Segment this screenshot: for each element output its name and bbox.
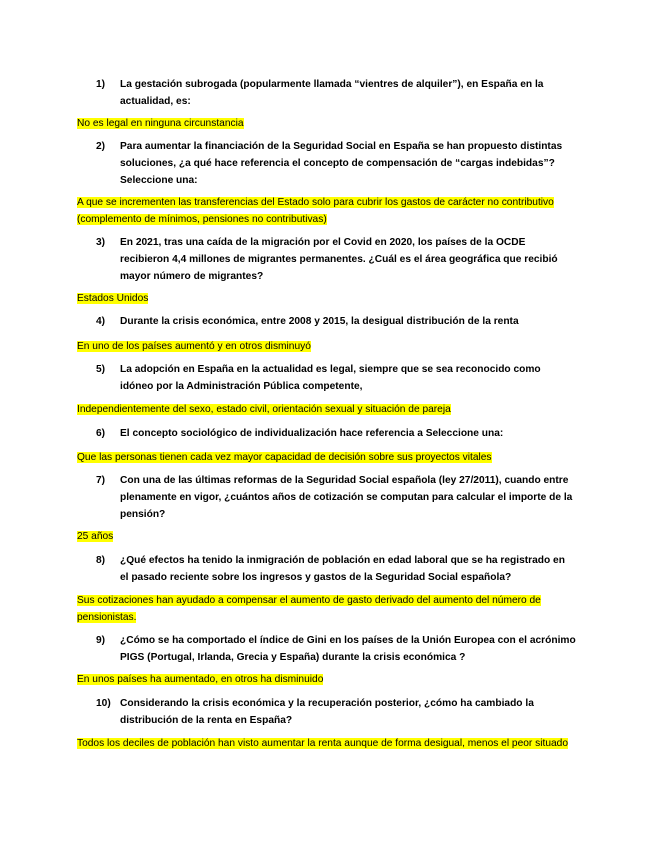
question-1	[96, 76, 576, 110]
answer-6	[77, 449, 577, 466]
question-number: 7)	[96, 475, 106, 486]
question-text: En 2021, tras una caída de la migración por el Covid en 2020, los países de la OCDE recibieron 4,4 millones de migrantes permanentes. ¿Cuál es el área geográfica que recibió mayor número de migrantes?	[120, 237, 558, 282]
answer-highlight: A que se incrementen las transferencias del Estado solo para cubrir los gastos de carácter no contributivo (complemento de mínimos, pensiones no contributivas)	[77, 197, 554, 225]
question-text: ¿Cómo se ha comportado el índice de Gini en los países de la Unión Europea con el acrónimo PIGS (Portugal, Irlanda, Grecia y España) durante la crisis económica ?	[120, 635, 576, 663]
answer-highlight: Estados Unidos	[77, 293, 149, 304]
question-text: El concepto sociológico de individualización hace referencia a Seleccione una:	[120, 428, 504, 439]
answer-highlight: En unos países ha aumentado, en otros ha disminuido	[77, 674, 324, 685]
answer-10	[77, 735, 577, 752]
question-number: 1)	[96, 79, 106, 90]
question-text: ¿Qué efectos ha tenido la inmigración de población en edad laboral que se ha registrado en el pasado reciente sobre los ingresos y gastos de la Seguridad Social española?	[120, 555, 565, 583]
answer-8	[77, 592, 577, 626]
question-text: Considerando la crisis económica y la recuperación posterior, ¿cómo ha cambiado la distribución de la renta en España?	[120, 698, 534, 726]
answer-9	[77, 671, 577, 688]
question-number: 9)	[96, 635, 106, 646]
answer-3	[77, 290, 577, 307]
question-text: Con una de las últimas reformas de la Seguridad Social española (ley 27/2011), cuando entre plenamente en vigor, ¿cuántos años de cotización se computan para calcular el importe de la pensión?	[120, 475, 573, 520]
question-10	[96, 695, 576, 729]
answer-highlight: En uno de los países aumentó y en otros disminuyó	[77, 341, 311, 352]
question-number: 5)	[96, 364, 106, 375]
answer-highlight: 25 años	[77, 531, 114, 542]
question-7	[96, 472, 576, 523]
question-5	[96, 361, 576, 395]
question-text: Durante la crisis económica, entre 2008 y 2015, la desigual distribución de la renta	[120, 316, 519, 327]
question-number: 8)	[96, 555, 106, 566]
answer-5	[77, 401, 577, 418]
question-3	[96, 234, 576, 285]
answer-4	[77, 338, 577, 355]
question-6	[96, 425, 576, 442]
question-number: 3)	[96, 237, 106, 248]
question-text: La gestación subrogada (popularmente llamada “vientres de alquiler”), en España en la actualidad, es:	[120, 79, 544, 107]
answer-1	[77, 115, 577, 132]
question-number: 6)	[96, 428, 106, 439]
answer-highlight: Que las personas tienen cada vez mayor capacidad de decisión sobre sus proyectos vitales	[77, 452, 492, 463]
question-4	[96, 313, 576, 330]
question-text: Para aumentar la financiación de la Seguridad Social en España se han propuesto distintas soluciones, ¿a qué hace referencia el concepto de compensación de “cargas indebidas”? Seleccione una:	[120, 141, 563, 186]
question-9	[96, 632, 576, 666]
answer-highlight: No es legal en ninguna circunstancia	[77, 118, 244, 129]
answer-7	[77, 528, 577, 545]
question-8	[96, 552, 576, 586]
answer-highlight: Sus cotizaciones han ayudado a compensar el aumento de gasto derivado del aumento del número de pensionistas.	[77, 595, 541, 623]
answer-highlight: Independientemente del sexo, estado civil, orientación sexual y situación de pareja	[77, 404, 451, 415]
question-text: La adopción en España en la actualidad es legal, siempre que se sea reconocido como idóneo por la Administración Pública competente,	[120, 364, 541, 392]
question-number: 2)	[96, 141, 106, 152]
answer-2	[77, 194, 577, 228]
answer-highlight: Todos los deciles de población han visto aumentar la renta aunque de forma desigual, menos el peor situado	[77, 738, 569, 749]
question-2	[96, 138, 576, 189]
question-number: 10)	[96, 698, 111, 709]
question-number: 4)	[96, 316, 106, 327]
